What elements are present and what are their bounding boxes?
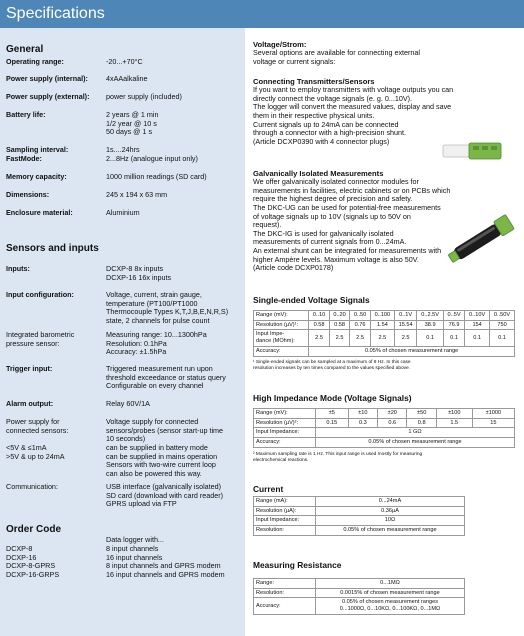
left-panel: General Operating range: -20...+70°C Power supply (internal): 4xAAalkaline Power supply (external): power supply (included) Battery life: 2 years @ 1 min 1/2 year @ 10 s 50 days @ 1 s Sampling interval: FastMode: 1s....24hrs 2...8Hz (analogue input only) Memory capacity: 1000 million readings (SD card) Dimensions: 245 x 194 x 63 mm Enclosure material: Aluminium Sensors and inputs Inputs: DCXP-8 8x inputs DCXP-16 16x inputs Input configuration: Voltage, current, strain gauge, temperature (PT100/PT1000 Thermocouple Types K,T,J,B,E,N,R,S) state, 2 channels for pulse count Integrated barometric pressure sensor: Measuring range: 10...1300hPa Resolution: 0.1hPa Accuracy: ±1.5hPa Trigger input: Triggered measurement run upon threshold exceedance or status query Configurable on every channel Alarm output: Relay 60V/1A Power supply for connected sensors: <5V & ≤1mA >5V & up to 24mA Voltage supply for connected sensors/probes (sensor start-up time 10 seconds) can be supplied in battery mode can be supplied in mains operation Sensors with two-wire current loop can also be powered this way. Communication: USB interface (galvanically isolated) SD card (download with card reader) GPRS upload via FTP Order Code Data logger with... DCXP-8 DCXP-16 DCXP-8-GPRS DCXP-16-GRPS 8 input channels 16 input channels 8 input channels and GPRS modem 16 input channels and GPRS modem — [0, 28, 245, 636]
table-row: Resolution: 0.0015% of chosen measurement range — [254, 588, 465, 598]
galvanic-heading: Galvanically Isolated Measurements — [253, 169, 384, 178]
table-row: Resolution: 0.05% of chosen measurement range — [254, 526, 465, 536]
order-desc: 16 input channels and GPRS modem — [106, 569, 225, 579]
sensors-heading: Sensors and inputs — [6, 243, 99, 254]
table-row: Input Impedance: 1 GΩ — [254, 428, 515, 438]
table-row: Range (mV): 0..10 0..20 0..50 0..100 0..1V 0..2.5V 0..5V 0..10V 0..50V — [254, 311, 515, 321]
table-row: Range (mA): 0...24mA — [254, 497, 465, 507]
table-row: Input Impe- dance (MOhm): 2.5 2.5 2.5 2.5 2.5 0.1 0.1 0.1 0.1 — [254, 330, 515, 346]
right-panel — [245, 28, 524, 636]
single-ended-table — [253, 310, 515, 357]
voltage-strom-heading: Voltage/Strom: — [253, 40, 307, 49]
table-row: Resolution (µA): 0.36µA — [254, 506, 465, 516]
order-code-heading: Order Code — [6, 524, 62, 535]
table-row: Accuracy: 0.05% of chosen measurement ranges 0...1000Ω, 0...10KΩ, 0...100KΩ, 0...1MΩ — [254, 598, 465, 614]
transmitters-heading: Connecting Transmitters/Sensors — [253, 77, 375, 86]
connector-plug-image — [441, 140, 507, 164]
table-row: Input Impedance: 10Ω — [254, 516, 465, 526]
page-title: Specifications — [6, 5, 105, 22]
resistance-table — [253, 578, 465, 615]
order-desc: 8 input channels and GPRS modem — [106, 561, 221, 571]
general-heading: General — [6, 44, 44, 55]
galvanic-module-image — [445, 214, 521, 264]
order-code: DCXP-16-GRPS — [6, 569, 60, 579]
current-table — [253, 496, 465, 536]
page-header — [0, 0, 524, 28]
order-code: DCXP-8-GPRS — [6, 561, 56, 571]
high-impedance-footnote: ² Maximum sampling rate is 1 Hz. This input range is used mostly for measuring electrochemical reactions. — [253, 452, 423, 463]
table-row: Accuracy: 0.05% of chosen measurement range — [254, 438, 515, 448]
table-row: Accuracy: 0.05% of chosen measurement range — [254, 346, 515, 356]
order-code: DCXP-8 — [6, 544, 33, 553]
voltage-strom-text: Several options are available for connecting external voltage or current signals: — [253, 48, 421, 66]
order-desc: 8 input channels — [106, 544, 159, 553]
order-desc: 16 input channels — [106, 552, 163, 562]
single-ended-footnote: ¹ Single-ended signals can be sampled at a maximum of 8 Hz. In this case resolution increases by ten times compared to the values specified above. — [253, 360, 411, 371]
table-row: Range (mV): ±5 ±10 ±20 ±50 ±100 ±1000 — [254, 409, 515, 419]
resistance-heading: Measuring Resistance — [253, 560, 342, 570]
transmitters-text: If you want to employ transmitters with voltage outputs you can directly connect the voltage signals (e. g. 0...10V). The logger will convert the measured values, display and save them in their respective physical units. Current signals up to 24mA can be connected through a connector with a high-precision shunt. (Article DCXP0390 with 4 connector plugs) — [253, 85, 454, 146]
current-heading: Current — [253, 484, 284, 494]
order-code: DCXP-16 — [6, 552, 37, 562]
table-row: Range: 0...1MΩ — [254, 579, 465, 589]
table-row: Resolution (µV)¹: 0.58 0.58 0.76 1.54 15.54 38.9 76.9 154 750 — [254, 320, 515, 330]
high-impedance-table — [253, 408, 515, 448]
galvanic-text: We offer galvanically isolated connector modules for measurements in facilities, electric cabinets or on PCBs which require the highest degree of precision and safety. The DKC-UG can be used for potential-free measurements of voltage signals up to 10V (signals up to 50V on request). The DKC-IG is used for galvanically isolated measurements of current signals from 0...24mA. An external shunt can be integrated for measurements with higher Ampère levels. Maximum voltage is also 50V. (Article code DCXP0178) — [253, 177, 451, 273]
table-row: Resolution (µV)²: 0.15 0.3 0.6 0.8 1.5 15 — [254, 418, 515, 428]
single-ended-heading: Single-ended Voltage Signals — [253, 295, 370, 305]
high-impedance-heading: High Impedance Mode (Voltage Signals) — [253, 393, 412, 403]
